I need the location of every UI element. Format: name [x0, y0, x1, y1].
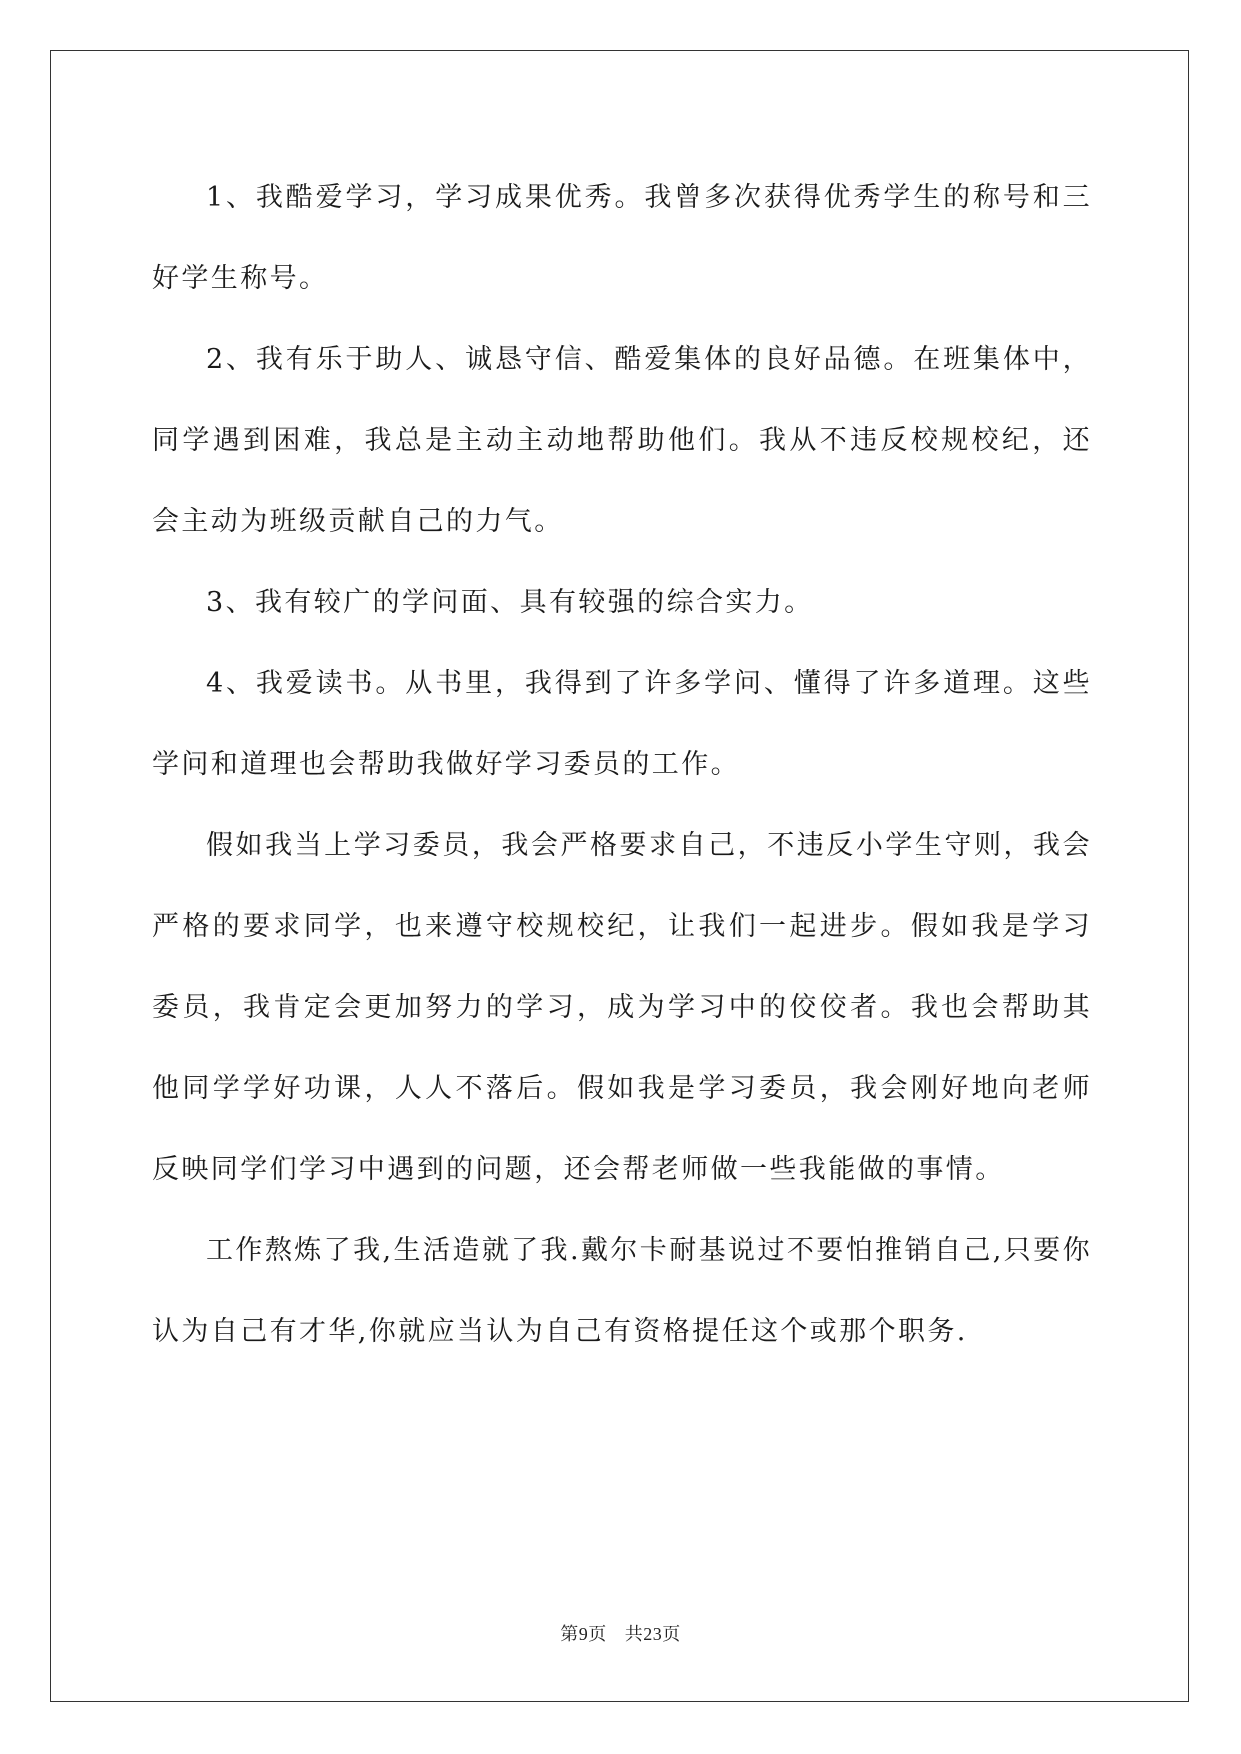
document-body [152, 157, 1092, 1372]
paragraph-5: 假如我当上学习委员，我会严格要求自己，不违反小学生守则，我会严格的要求同学，也来遵守校规校纪，让我们一起进步。假如我是学习委员，我肯定会更加努力的学习，成为学习中的佼佼者。我也会帮助其他同学学好功课，人人不落后。假如我是学习委员，我会刚好地向老师反映同学们学习中遇到的问题，还会帮老师做一些我能做的事情。 [152, 830, 1092, 1185]
page-footer [0, 1620, 1241, 1646]
paragraph-2: 2、我有乐于助人、诚恳守信、酷爱集体的良好品德。在班集体中，同学遇到困难，我总是主动主动地帮助他们。我从不违反校规校纪，还会主动为班级贡献自己的力气。 [152, 344, 1092, 537]
current-page-number: 第9页 [560, 1624, 607, 1644]
paragraph-1: 1、我酷爱学习，学习成果优秀。我曾多次获得优秀学生的称号和三好学生称号。 [152, 182, 1092, 294]
total-page-count: 共23页 [624, 1624, 681, 1644]
paragraph-4: 4、我爱读书。从书里，我得到了许多学问、懂得了许多道理。这些学问和道理也会帮助我做好学习委员的工作。 [152, 668, 1092, 780]
paragraph-6: 工作熬炼了我,生活造就了我.戴尔卡耐基说过不要怕推销自己,只要你认为自己有才华,你就应当认为自己有资格提任这个或那个职务. [152, 1235, 1092, 1347]
paragraph-3: 3、我有较广的学问面、具有较强的综合实力。 [206, 587, 814, 618]
